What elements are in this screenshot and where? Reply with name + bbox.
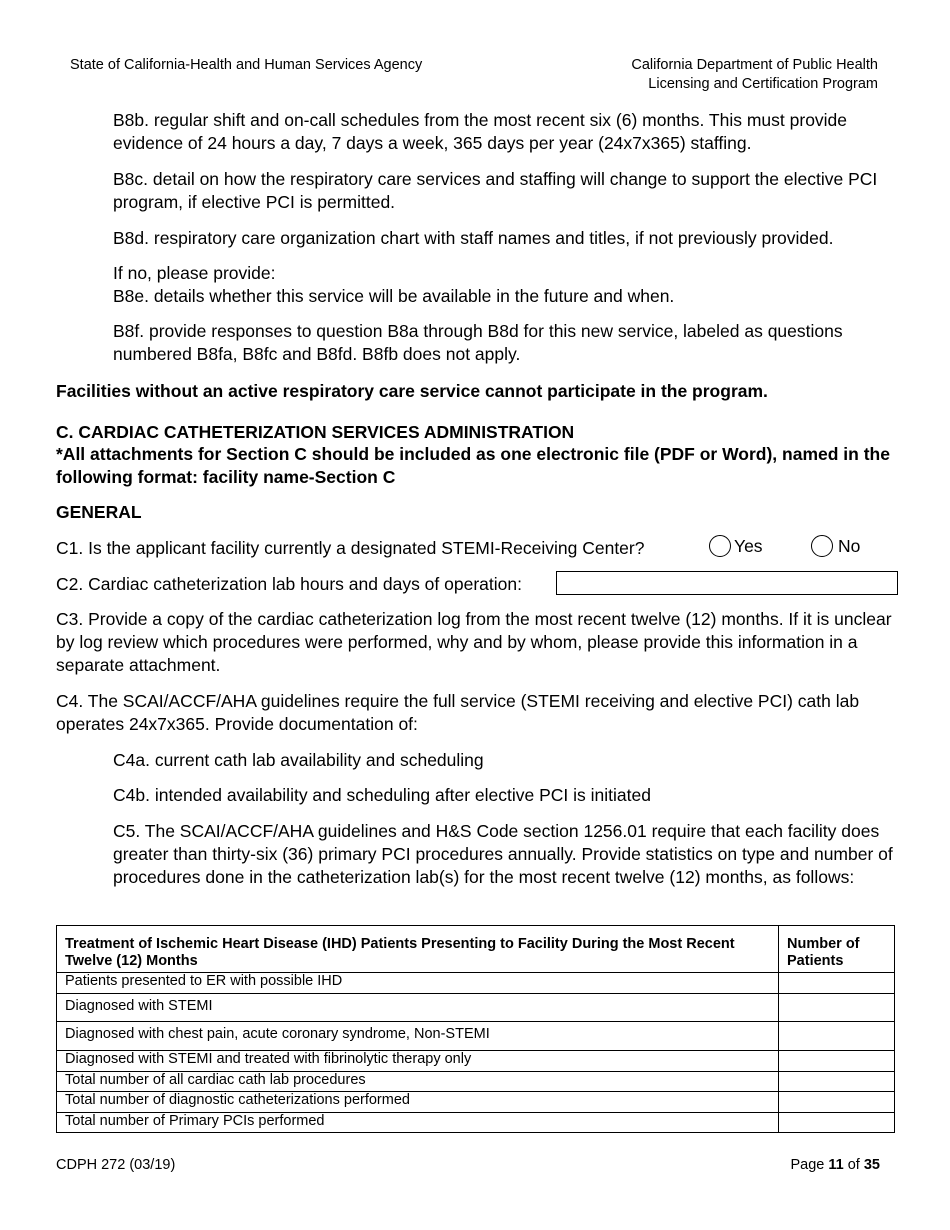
b8e-text: B8e. details whether this service will be available in the future and when. (113, 286, 675, 306)
c1-question: C1. Is the applicant facility currently a designated STEMI-Receiving Center? (56, 538, 645, 558)
table-row (57, 1113, 895, 1133)
row-value-cell[interactable] (779, 994, 895, 1022)
table-header-row (57, 926, 895, 973)
row-label: Total number of Primary PCIs performed (57, 1113, 779, 1133)
row-value-cell[interactable] (779, 1051, 895, 1072)
section-c-attachments-note: *All attachments for Section C should be included as one electronic file (PDF or Word), named in the following format: facility name-Section C (56, 444, 890, 487)
c1-no-label: No (838, 536, 861, 556)
row-value-cell[interactable] (779, 1022, 895, 1051)
row-label: Diagnosed with chest pain, acute coronary syndrome, Non-STEMI (57, 1022, 779, 1051)
section-c-title: C. CARDIAC CATHETERIZATION SERVICES ADMINISTRATION (56, 422, 575, 442)
header-department-line2: Licensing and Certification Program (648, 76, 878, 92)
row-value-cell[interactable] (779, 1072, 895, 1092)
b8c-text: B8c. detail on how the respiratory care services and staffing will change to support the elective PCI program, if elective PCI is permitted. (113, 169, 878, 212)
table-header-number: Number of Patients (779, 926, 895, 973)
c1-no-radio[interactable] (811, 535, 833, 557)
header-department-line1: California Department of Public Health (631, 57, 878, 73)
row-label: Total number of diagnostic catheterizations performed (57, 1092, 779, 1113)
table-row (57, 1072, 895, 1092)
form-id: CDPH 272 (03/19) (56, 1157, 176, 1173)
c2-hours-field[interactable] (556, 571, 898, 595)
row-label: Patients presented to ER with possible IHD (57, 973, 779, 994)
row-value-cell[interactable] (779, 1113, 895, 1133)
table-header-treatment: Treatment of Ischemic Heart Disease (IHD) Patients Presenting to Facility During the Most Recent Twelve (12) Months (57, 926, 779, 973)
table-row (57, 1022, 895, 1051)
page-of: of (843, 1157, 864, 1173)
page-number (790, 1157, 880, 1173)
b8f-text: B8f. provide responses to question B8a through B8d for this new service, labeled as questions numbered B8fa, B8fc and B8fd. B8fb does not apply. (113, 321, 843, 364)
facilities-note: Facilities without an active respiratory care service cannot participate in the program. (56, 381, 768, 401)
page-total: 35 (863, 1157, 880, 1173)
header-agency: State of California-Health and Human Services Agency (70, 57, 423, 73)
c4-text: C4. The SCAI/ACCF/AHA guidelines require the full service (STEMI receiving and elective PCI) cath lab operates 24x7x365. Provide documentation of: (56, 691, 860, 734)
row-label: Diagnosed with STEMI (57, 994, 779, 1022)
general-heading: GENERAL (56, 502, 142, 522)
header-department (631, 56, 878, 94)
b8d-text: B8d. respiratory care organization chart with staff names and titles, if not previously provided. (113, 228, 834, 248)
b8b-text: B8b. regular shift and on-call schedules from the most recent six (6) months. This must provide evidence of 24 hours a day, 7 days a week, 365 days per year (24x7x365) staffing. (113, 110, 848, 153)
table-row (57, 1051, 895, 1072)
row-label: Diagnosed with STEMI and treated with fibrinolytic therapy only (57, 1051, 779, 1072)
ihd-statistics-table (56, 925, 895, 1133)
c5-text: C5. The SCAI/ACCF/AHA guidelines and H&S Code section 1256.01 require that each facility does greater than thirty-six (36) primary PCI procedures annually. Provide statistics on type and number of procedures done in the catheterization lab(s) for the most recent twelve (12) months, as follows: (113, 821, 893, 887)
row-label: Total number of all cardiac cath lab procedures (57, 1072, 779, 1092)
c4a-text: C4a. current cath lab availability and scheduling (113, 750, 484, 770)
row-value-cell[interactable] (779, 973, 895, 994)
table-row (57, 973, 895, 994)
page-prefix: Page (790, 1157, 829, 1173)
if-no-text: If no, please provide: (113, 263, 276, 283)
c3-text: C3. Provide a copy of the cardiac catheterization log from the most recent twelve (12) months. If it is unclear by log review which procedures were performed, why and by whom, please provide this information in a separate attachment. (56, 609, 892, 675)
c1-yes-radio[interactable] (709, 535, 731, 557)
c1-yes-label: Yes (734, 536, 763, 556)
c4b-text: C4b. intended availability and scheduling after elective PCI is initiated (113, 785, 651, 805)
table-row (57, 994, 895, 1022)
table-row (57, 1092, 895, 1113)
row-value-cell[interactable] (779, 1092, 895, 1113)
page-current: 11 (828, 1157, 844, 1173)
c2-question: C2. Cardiac catheterization lab hours and days of operation: (56, 574, 522, 594)
